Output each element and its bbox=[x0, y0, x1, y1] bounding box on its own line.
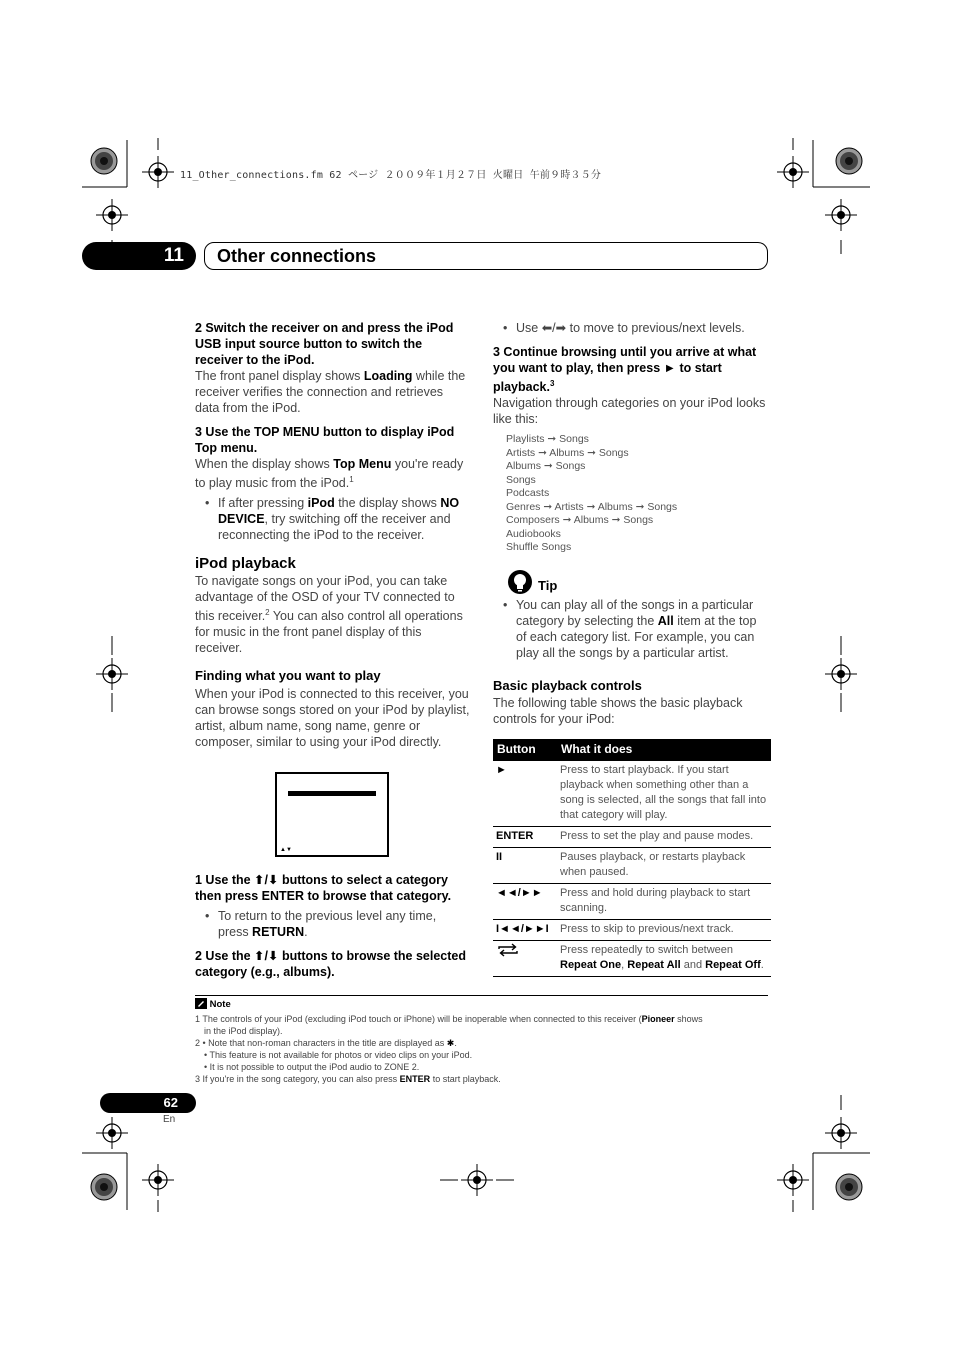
scan-button-icon: ◄◄/►► bbox=[493, 883, 557, 919]
table-row bbox=[493, 919, 771, 940]
osd-highlight-bar bbox=[288, 791, 376, 796]
table-row bbox=[493, 883, 771, 919]
navigation-body: Navigation through categories on your iPod looks like this: bbox=[493, 396, 766, 427]
table-row bbox=[493, 940, 771, 976]
osd-scroll-arrows-icon: ▲▼ bbox=[280, 847, 292, 853]
footnote-3: 3 If you're in the song category, you can also press ENTER to start playback. bbox=[195, 1074, 501, 1084]
finding-body: When your iPod is connected to this receiver, you can browse songs stored on your iPod by playlist, artist, album name, song name, genre or composer, similar to using your iPod directly. bbox=[195, 687, 470, 750]
list-item: Albums ➞ Songs bbox=[506, 460, 586, 473]
list-item: Composers ➞ Albums ➞ Songs bbox=[506, 514, 654, 527]
file-header-line: 11_Other_connections.fm 62 ページ ２００９年１月２７日 火曜日 午前９時３５分 bbox=[180, 170, 602, 181]
table-row bbox=[493, 826, 771, 847]
table-cell: Pauses playback, or restarts playback when paused. bbox=[557, 847, 771, 883]
step-3-continue-heading: 3 Continue browsing until you arrive at what you want to play, then press ► to start playback.$^3$ bbox=[493, 345, 757, 395]
chapter-title: Other connections bbox=[204, 242, 768, 270]
footnotes bbox=[195, 995, 768, 1085]
list-item: Playlists ➞ Songs bbox=[506, 433, 589, 446]
tip-label: Tip bbox=[538, 577, 558, 593]
list-item: Artists ➞ Albums ➞ Songs bbox=[506, 446, 629, 459]
osd-screen-illustration bbox=[275, 772, 389, 857]
table-header-row bbox=[493, 739, 771, 761]
step-2b-heading: 2 Use the ⬆/⬇ buttons to browse the selected category (e.g., albums). bbox=[195, 949, 466, 979]
tip-bullet: • You can play all of the songs in a particular category by selecting the All item at the top of each category list. For example, you can play all the songs by a particular artist. bbox=[493, 597, 770, 661]
ipod-playback-body: To navigate songs on your iPod, you can take advantage of the OSD of your TV connected to this receiver.$^2$ You can also control all operations for music in the front panel display of this receiver. bbox=[195, 574, 463, 656]
page-number-badge: 62 bbox=[100, 1093, 196, 1113]
tip-box bbox=[493, 569, 770, 593]
tip-lightbulb-icon bbox=[507, 569, 533, 595]
column-header-what: What it does bbox=[557, 739, 771, 761]
table-row bbox=[493, 761, 771, 827]
table-cell: Press to start playback. If you start playback when something other than a song is selected, all the songs that fall into that category will play. bbox=[557, 761, 771, 827]
list-item: Audiobooks bbox=[506, 527, 561, 540]
footnote-1: 1 The controls of your iPod (excluding iPod touch or iPhone) will be inoperable when connected to this receiver (Pioneer shows bbox=[195, 1014, 703, 1024]
footnote-2-c: • It is not possible to output the iPod audio to ZONE 2. bbox=[204, 1062, 420, 1072]
list-item: Songs bbox=[506, 473, 536, 486]
step-1-heading: 1 Use the ⬆/⬇ buttons to select a category then press ENTER to browse that category. bbox=[195, 873, 452, 903]
step-3-bullet: • If after pressing iPod the display shows NO DEVICE, try switching off the receiver and reconnecting the iPod to the receiver. bbox=[195, 495, 470, 543]
use-arrows-bullet: • Use ⬅/➡ to move to previous/next levels. bbox=[493, 320, 770, 336]
table-cell: Press repeatedly to switch between Repeat One, Repeat All and Repeat Off. bbox=[557, 940, 771, 976]
category-list bbox=[493, 433, 770, 555]
ipod-playback-heading: iPod playback bbox=[195, 555, 296, 573]
playback-controls-table bbox=[493, 739, 771, 977]
list-item: Shuffle Songs bbox=[506, 541, 572, 554]
footnote-2-b: • This feature is not available for photos or video clips on your iPod. bbox=[204, 1050, 473, 1060]
finding-heading: Finding what you want to play bbox=[195, 668, 381, 684]
list-item: Genres ➞ Artists ➞ Albums ➞ Songs bbox=[506, 500, 678, 513]
skip-button-icon: I◄◄/►►I bbox=[493, 919, 557, 940]
enter-button-label: ENTER bbox=[493, 826, 557, 847]
table-cell: Press to set the play and pause modes. bbox=[557, 826, 771, 847]
column-header-button: Button bbox=[493, 739, 557, 761]
step-1-bullet: • To return to the previous level any time, press RETURN. bbox=[195, 908, 470, 940]
pause-button-icon: II bbox=[493, 847, 557, 883]
footnote-1-cont: in the iPod display). bbox=[204, 1026, 283, 1036]
table-cell: Press to skip to previous/next track. bbox=[557, 919, 771, 940]
footnote-2: 2 • Note that non-roman characters in the title are displayed as ✱. bbox=[195, 1038, 457, 1048]
left-column bbox=[195, 320, 470, 750]
right-column bbox=[493, 320, 770, 977]
page-language: En bbox=[163, 1114, 176, 1125]
basic-playback-heading: Basic playback controls bbox=[493, 677, 642, 693]
basic-playback-body: The following table shows the basic playback controls for your iPod: bbox=[493, 695, 743, 726]
list-item: Podcasts bbox=[506, 487, 550, 500]
asterisk-icon: ✱ bbox=[446, 1038, 455, 1048]
step-3-body: When the display shows Top Menu you're ready to play music from the iPod.$^1$ bbox=[195, 457, 464, 491]
step-3-heading: 3 Use the TOP MENU button to display iPod Top menu. bbox=[195, 425, 455, 455]
note-pencil-icon bbox=[195, 998, 207, 1009]
table-row bbox=[493, 847, 771, 883]
chapter-number-badge: 11 bbox=[82, 242, 196, 270]
left-column-lower bbox=[195, 872, 470, 980]
step-2-heading: 2 Switch the receiver on and press the iPod USB input source button to switch the receiver to the iPod. bbox=[195, 321, 454, 367]
play-button-icon: ► bbox=[493, 761, 557, 827]
table-cell: Press and hold during playback to start scanning. bbox=[557, 883, 771, 919]
note-heading: Note bbox=[195, 998, 768, 1011]
step-2-body: The front panel display shows Loading while the receiver verifies the connection and retrieves data from the iPod. bbox=[195, 369, 466, 415]
repeat-icon bbox=[493, 940, 557, 976]
